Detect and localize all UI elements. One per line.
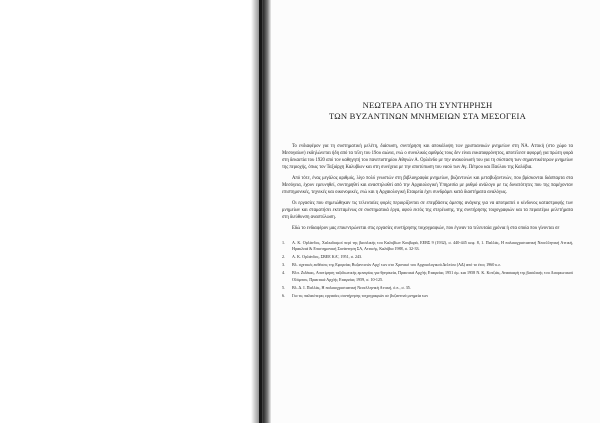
footnote-number: 1.	[282, 240, 286, 245]
footnote-number: 2.	[282, 254, 286, 260]
left-page	[0, 0, 251, 423]
book-spine-fold	[259, 0, 262, 423]
footnote-text: Βλ. Δ. Ι. Παλλάς, Η παλαιοχριστιανική Νεοελληνική Αττική, ό.π., σ. 35.	[292, 284, 411, 290]
footnote-4	[282, 270, 573, 283]
article-title	[282, 100, 573, 122]
article	[282, 100, 573, 301]
article-title-line-2: ΤΩΝ ΒΥΖΑΝΤΙΝΩΝ ΜΝΗΜΕΙΩΝ ΣΤΑ ΜΕΣΟΓΕΙΑ	[328, 111, 527, 121]
footnote-text: Βλπ. Ζιδέκας, Αποτίμηση ταξιδιωτικής εμπειρίας για θρησκεία, Πρακτικά Αρχ/ής Εταιρείας 1951 όμ. και 1958 Ν. Κ. Κοτζιάς, Ανασκαφή της βασιλικής του Λαυρεωτικού Ολύμπου, Πρακτικά Αρχ/ής Εταιρείας 1959, σ. 10-125.	[292, 270, 573, 282]
footnote-2	[282, 254, 573, 260]
footnote-number: 6.	[282, 292, 286, 298]
footnote-5	[282, 285, 573, 291]
footnote-text: Για τις παλαιότερες εργασίες συντήρησης τοιχογραφιών σε βυζαντινά μνημεία των	[292, 292, 429, 298]
footnote-number: 5.	[282, 284, 286, 290]
footnote-text: Βλ. σχετικές εκθέσεις της Εφορείας Βυζαντινών Αρχ/ των στο Χρονικό του Αρχαιολογικού Δελτίου (ΑΔ) από το έτος 1960 κ.ε.	[292, 262, 502, 268]
footnote-1	[282, 240, 573, 253]
paragraph-3: Οι εργασίες που σημειώθηκαν τις τελευταίες φορές περιορίζονται σε επεμβάσεις άμεσης ανάγκης για να αποτραπεί ο κίνδυνος καταστροφής των μνημείων και σταματήσει εκτεταμένως σε συστηματικά έργα, αφού εκτός της στερέωσης, της συντήρησης τοιχογραφιών και τα περαιτέρω μελετήματα στη διεύθυνση αναστύλωση.	[282, 201, 573, 220]
footnote-6	[282, 293, 573, 299]
footnote-number: 4.	[282, 270, 286, 276]
paragraph-4: Εδώ το ενδιαφέρον μας επικεντρώνεται στις εργασίες συντήρησης τοιχογραφιών, που έγιναν τα τελευταία χρόνια ή στα οποία που γίνονται σε	[292, 226, 560, 231]
article-title-line-1: ΝΕΩΤΕΡΑ ΑΠΟ ΤΗ ΣΥΝΤΗΡΗΣΗ	[362, 100, 493, 110]
footnote-number: 3.	[282, 262, 286, 268]
footnotes	[282, 240, 573, 299]
paragraph-1: Το ενδιαφέρον για τη συστηματική μελέτη, διάσωση, συντήρηση και αποκάλυψη των χριστιανικών μνημείων στη ΝΑ. Αττική (στο χώρο τα Μεσογαίων) εκδηλώνεται ήδη από τα τέλη του 19ου αιώνα, ενώ ο συνολικός αριθμός τους δεν είναι ευκαταφρόνητος, αποτέλεσε αφορμή για πρώτη φορά στη δεκαετία του 1920 από τον καθηγητή του πανεπιστημίου Αθηνών Α. Ορλάνδο με την ανακοίνωσή του για τη σύσταση των σημαντικότερων μνημείων της περιοχής, όπως τον Ταξιάρχη Καλυβίων και στη συνέχεια με την αποτύπωση του ναού των Αγ. Πέτρου και Παύλου της Καλύβια.	[282, 144, 573, 170]
footnote-3	[282, 262, 573, 268]
footnote-text: Α. Κ. Ορλάνδος, Χαλκιδισμοί περί της βασιλικής του Καλυβίων Κουβαρά, ΕΕΒΣ 9 (1932), σ. 440-445 κεφ. 8, 1. Παλλάς, Η παλαιοχριστιανική Νεοελληνική Αττική, Ηρακλειά & Επιστημονική Συνάντηση ΣΑ, Αττικής, Καλύβια 1988, σ. 32-33.	[292, 240, 573, 252]
paragraph-2: Από τότε, ένας μεγάλος αριθμός, λίγο πολύ γνωστών στη βιβλιογραφία μνημείων, βυζαντινών και μεταβυζαντινών, που βρίσκονται διάσπαρτα στα Μεσόγεια, έχουν ερευνηθεί, συντηρηθεί και αναστηλωθεί από την Αρχαιολογική Υπηρεσία με ρυθμό ανάλογο με τις δυνατότητες που της παρέχονταν επιστημονικές, τεχνικές και οικονομικές, ενώ και η Αρχαιολογική Εταιρεία έχει συνδράμει κατά διαστήματα αναλόγως.	[282, 176, 573, 195]
footnote-text: Α. Κ. Ορλάνδος, ΣΒΕΕ ΚΑ', 1951, σ. 243.	[292, 254, 363, 260]
